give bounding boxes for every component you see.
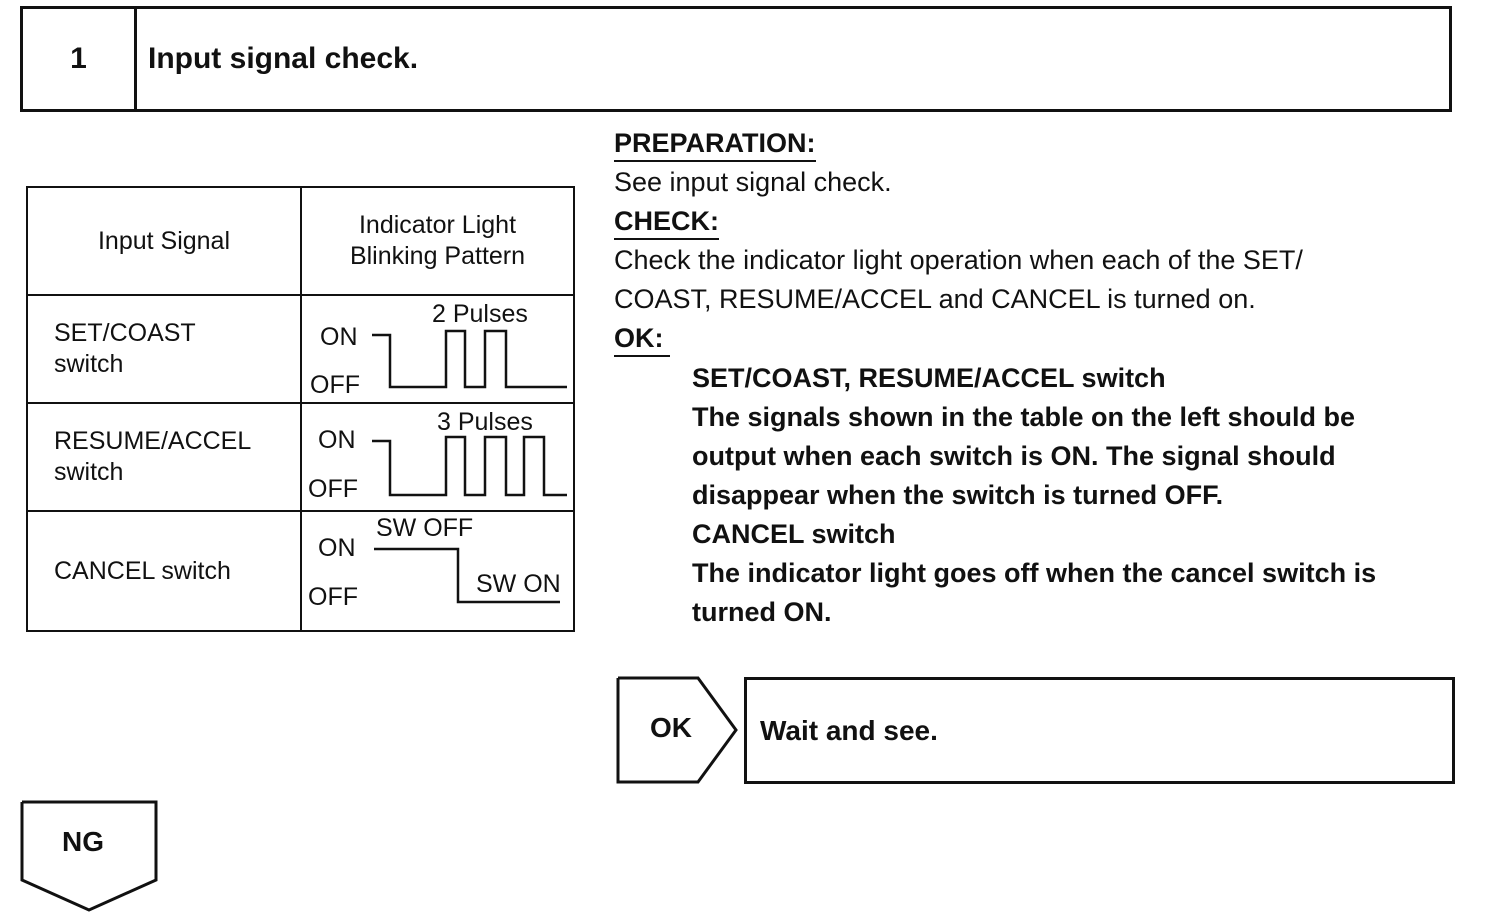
pulse-count-label: 3 Pulses: [437, 408, 533, 436]
table-row: [27, 511, 574, 631]
header-input-signal: Input Signal: [27, 187, 301, 295]
sw-off-label: SW OFF: [376, 514, 474, 542]
on-label: ON: [320, 323, 358, 351]
signal-name: [27, 403, 301, 511]
ok-result-box: [744, 677, 1455, 784]
off-label: OFF: [308, 475, 358, 503]
waveform-cell: [301, 403, 574, 511]
signal-name-line1: RESUME/ACCEL: [54, 427, 252, 455]
header-pattern-line2: Blinking Pattern: [349, 242, 526, 270]
signal-name-line2: switch: [54, 350, 124, 378]
check-text-line2: COAST, RESUME/ACCEL and CANCEL is turned on.: [614, 284, 1256, 314]
ok-result-text: Wait and see.: [760, 714, 938, 746]
on-label: ON: [318, 534, 356, 562]
ok-label: OK: [650, 712, 692, 743]
check-heading: CHECK:: [614, 204, 719, 240]
ok-criteria-line5: CANCEL switch: [692, 519, 896, 549]
ok-criteria-line4: disappear when the switch is turned OFF.: [692, 480, 1224, 510]
table-row: [27, 295, 574, 403]
pulse-trace: [372, 437, 567, 495]
header-blinking-pattern: [301, 187, 574, 295]
signal-name-line2: switch: [54, 458, 124, 486]
ok-criteria-line1: SET/COAST, RESUME/ACCEL switch: [692, 363, 1166, 393]
signal-name-line1: CANCEL switch: [54, 556, 231, 585]
instructions: [614, 124, 1456, 632]
waveform-cell: [301, 295, 574, 403]
step-number: 1: [23, 9, 137, 109]
ng-label: NG: [62, 826, 104, 857]
off-label: OFF: [308, 583, 358, 611]
pulse-waveform: [302, 296, 574, 402]
pulse-trace: [372, 331, 567, 387]
header-pattern-line1: Indicator Light: [358, 211, 517, 239]
ok-heading-wrap: [614, 319, 1456, 359]
ok-heading: OK:: [614, 321, 670, 357]
ok-criteria-line7: turned ON.: [692, 597, 832, 627]
on-label: ON: [318, 426, 356, 454]
signal-name-line1: SET/COAST: [54, 319, 196, 347]
check-text-line1: Check the indicator light operation when each of the SET/: [614, 245, 1303, 275]
signal-table: [26, 186, 575, 632]
table-row: [27, 403, 574, 511]
sw-on-label: SW ON: [476, 570, 561, 598]
ok-criteria-line2: The signals shown in the table on the left should be: [692, 402, 1356, 432]
step-title: Input signal check.: [148, 42, 419, 75]
pulse-count-label: 2 Pulses: [432, 300, 528, 328]
preparation-heading: PREPARATION:: [614, 126, 816, 162]
ok-criteria-line6: The indicator light goes off when the cancel switch is: [692, 558, 1377, 588]
signal-name: [27, 511, 301, 631]
preparation-text: See input signal check.: [614, 167, 892, 197]
table-header-row: [27, 187, 574, 295]
pulse-waveform: [302, 404, 574, 510]
signal-name: [27, 295, 301, 403]
off-label: OFF: [310, 371, 360, 399]
ok-criteria: [614, 359, 1456, 632]
step-waveform: [302, 512, 574, 630]
step-header: [20, 6, 1452, 112]
ok-criteria-line3: output when each switch is ON. The signal should: [692, 441, 1336, 471]
waveform-cell: [301, 511, 574, 631]
